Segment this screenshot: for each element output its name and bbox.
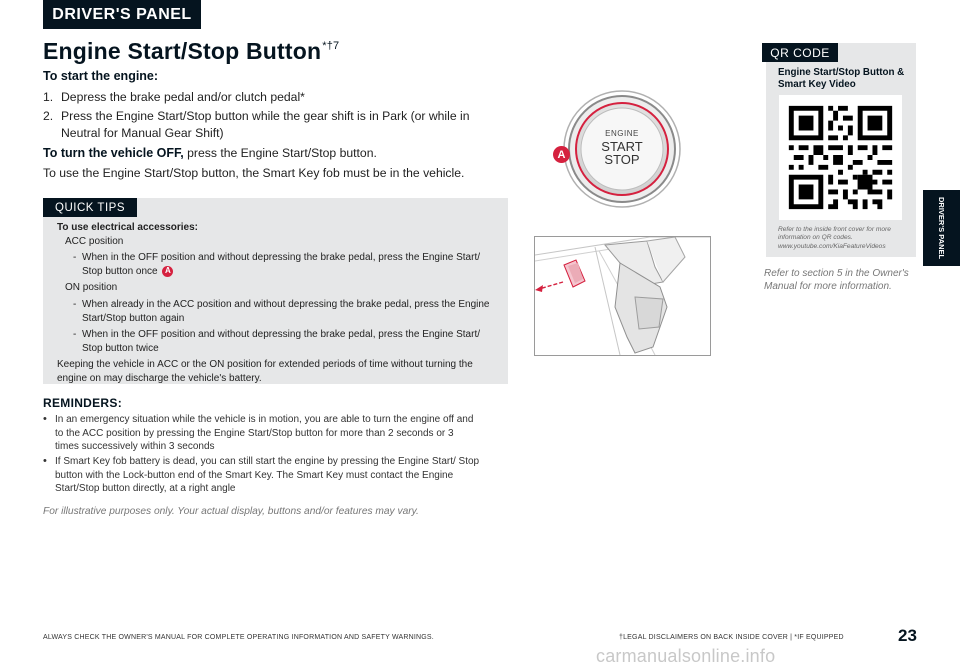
step-text: Press the Engine Start/Stop button while the gear shift is in Park (or while in Neutral for Manual Gear Shift) [61,109,470,140]
turn-off-lead: To turn the vehicle OFF, [43,146,184,160]
page-title [43,38,339,65]
illustrative-note: For illustrative purposes only. Your actual display, buttons and/or features may vary. [43,506,419,517]
acc-position-label: ACC position [65,235,124,247]
refer-text: Refer to section 5 in the Owner's Manual for more information. [764,268,909,292]
battery-warning: Keeping the vehicle in ACC or the ON position for extended periods of time without turning the engine on may discharge the vehicle's battery. [57,359,473,384]
turn-off-rest: press the Engine Start/Stop button. [183,146,377,160]
marker-a-icon: A [553,146,570,163]
reminder-text: In an emergency situation while the vehicle is in motion, you are able to turn the engine off and to the ACC position by pressing the Engine Start/Stop button for more than 2 seconds or 3 times successively within 3 seconds [55,414,474,453]
reminder-item [43,413,498,454]
qr-note: Refer to the inside front cover for more information on QR codes. www.youtube.com/KiaFeatureVideos [778,226,891,250]
page-number: 23 [898,626,917,645]
title-footnote-mark: *†7 [322,40,340,52]
pedal-illustration [534,236,711,356]
on-item: - When in the OFF position and without depressing the brake pedal, press the Engine Start/ Stop button twice [73,329,481,354]
quick-tips-heading: To use electrical accessories: [57,222,199,233]
qr-title: Engine Start/Stop Button & Smart Key Video [778,67,905,90]
reminder-item [43,455,498,496]
step-number: 1. [43,90,54,104]
watermark: carmanualsonline.info [596,646,776,666]
acc-item-text: When in the OFF position and without depressing the brake pedal, press the Engine Start/ Stop button once [82,252,481,277]
side-tab-label [923,190,960,266]
side-tab-text: DRIVER'S PANEL [937,196,946,260]
smart-key-note: To use the Engine Start/Stop button, the Smart Key fob must be in the vehicle. [43,166,465,180]
on-item: - When already in the ACC position and without depressing the brake pedal, press the Engine Start/Stop button again [73,298,490,324]
on-item-text: When already in the ACC position and without depressing the brake pedal, press the Engine Start/Stop button again [82,298,490,324]
bullet-icon: • [43,455,47,467]
step-text: Depress the brake pedal and/or clutch pedal* [61,90,305,104]
button-label-engine: ENGINE [605,129,639,138]
title-text: Engine Start/Stop Button [43,38,322,64]
section-tab: DRIVER'S PANEL [43,0,201,29]
on-item-text: When in the OFF position and without depressing the brake pedal, press the Engine Start/ Stop button twice [82,329,481,354]
footer-disclaimer: †LEGAL DISCLAIMERS ON BACK INSIDE COVER | *IF EQUIPPED [619,634,844,641]
step-2 [43,108,473,142]
reminders-heading: REMINDERS: [43,396,123,410]
start-stop-button-graphic [545,89,685,214]
qr-code-image[interactable] [779,95,902,220]
reminder-text: If Smart Key fob battery is dead, you can still start the engine by pressing the Engine Start/ Stop button with the Lock-button end of the Smart Key. The Smart Key must contact the Engine Start/Stop button directly, at a right angle [55,456,480,495]
button-label-start: START [601,139,643,154]
step-number: 2. [43,109,54,123]
step-1 [43,89,483,106]
turn-off-text [43,145,377,162]
on-position-label: ON position [65,282,118,294]
acc-item: - When in the OFF position and without depressing the brake pedal, press the Engine Start/ Stop button once A [73,252,481,277]
start-heading: To start the engine: [43,69,159,83]
quick-tips-content [57,221,502,386]
footer-warning: ALWAYS CHECK THE OWNER'S MANUAL FOR COMPLETE OPERATING INFORMATION AND SAFETY WARNINGS. [43,634,434,641]
button-label-stop: STOP [604,152,640,167]
marker-a-icon: A [162,266,173,277]
bullet-icon: • [43,413,47,425]
quick-tips-tab: QUICK TIPS [43,198,137,217]
qr-code-tab: QR CODE [762,43,838,62]
